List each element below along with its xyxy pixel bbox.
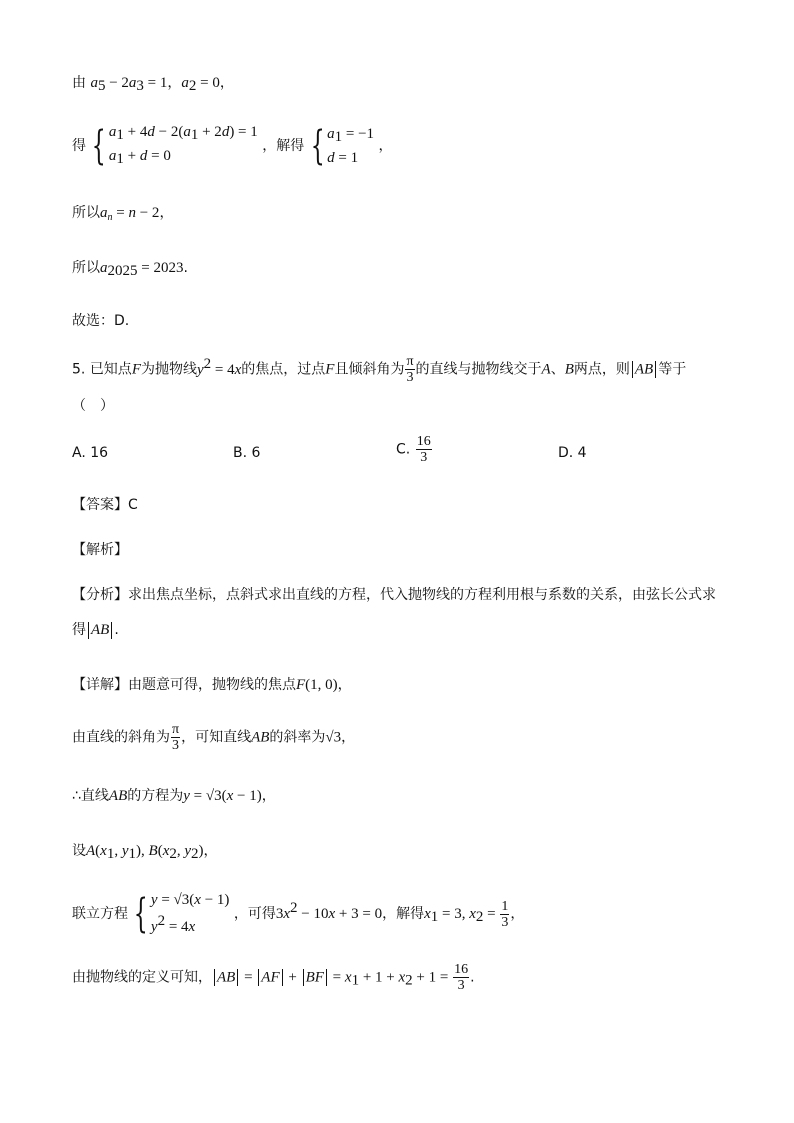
option-b: B. 6 (233, 445, 261, 461)
detail-line-5: 联立方程 { y = √3(x − 1) $y^2 = 4x$ ，可得$3x^2 - 10x + 3 = 0$，解得$x_1 = 3$, $x_2$ = $\frac{1}{3}$ ， (72, 891, 525, 937)
fraction: $\frac{\pi}{3}$ (172, 722, 180, 753)
answer-line (72, 494, 138, 514)
text: 由题意可得，抛物线的焦点 (128, 677, 296, 693)
detail-line-2: 由直线的斜角为 $\frac{\pi}{3}$ ，可知直线AB的斜率为√3， (72, 722, 356, 753)
text: 由抛物线的定义可知， (72, 969, 212, 986)
analysis-label: 【解析】 (72, 542, 128, 558)
text: 所以 (72, 205, 100, 221)
detail-line-6: 由抛物线的定义可知， AB = AF + BF = $x_1 + 1 + x_2 + 1$ = $\frac{16}{3}$ . (72, 962, 475, 993)
line-a2025: 所以$a_{2025} = 2023$. (72, 260, 188, 279)
question-blank: （ ） (72, 398, 114, 414)
text: ，解得 (382, 906, 425, 922)
detail-line-4: 设$A(x_1$, $y_1$), $B(x_2$, $y_2$)， (72, 843, 218, 862)
analysis-summary-cont: 得 AB . (72, 622, 119, 638)
text: ，可知直线 (181, 729, 252, 746)
question-number: 5. (72, 361, 86, 378)
text: 所以 (72, 260, 100, 276)
answer-label: 【答案】 (72, 497, 128, 513)
equation: $a_{2025} = 2023$ (100, 260, 184, 279)
text: 的方程为 (127, 788, 184, 804)
text: ，解得 (262, 138, 305, 154)
text: 由 (72, 75, 86, 91)
line-general-term: 所以$a_n = n - 2$， (72, 205, 174, 223)
text: 得 (72, 138, 86, 154)
equation: $a_n = n - 2$ (100, 205, 160, 223)
conclusion: 故选：D. (72, 313, 130, 329)
line-system (72, 122, 393, 170)
detail-line-1: 【详解】由题意可得，抛物线的焦点F(1, 0)， (72, 677, 352, 693)
option-c (396, 434, 433, 465)
text: 的斜率为 (269, 729, 326, 746)
text: 设 (72, 843, 86, 859)
equation-system: { y = √3(x − 1) $y^2 = 4x$ (134, 891, 230, 937)
analysis-summary (72, 584, 716, 604)
text: ， (378, 138, 393, 154)
fraction: $\frac{16}{3}$ (454, 962, 469, 993)
fraction: $\frac{\pi}{3}$ (406, 354, 414, 385)
question-5: 5. 已知点F为抛物线$y^2 = 4x$的焦点，过点F且倾斜角为 $\frac{\pi}{3}$ 的直线与抛物线交于A、B两点，则 AB 等于 (72, 354, 687, 385)
answer-value: C (128, 497, 138, 513)
fraction: $\frac{16}{3}$ (416, 434, 431, 465)
text: 为抛物线 (140, 361, 197, 378)
text: 由直线的斜角为 (72, 729, 170, 746)
text: 等于 (658, 361, 687, 378)
equation: $a_5 - 2a_3 = 1$ (90, 75, 168, 94)
solution-system: { $a_1 = -1$ d = 1 (310, 123, 375, 169)
equation: $a_2 = 0$ (181, 75, 220, 94)
option-d: D. 4 (558, 445, 587, 461)
text: ，可得 (233, 906, 276, 922)
text: 的焦点，过点 (241, 361, 326, 378)
option-a: A. 16 (72, 445, 109, 461)
text: 已知点 (89, 361, 132, 378)
text: 联立方程 (72, 906, 128, 922)
text: 两点，则 (573, 361, 630, 378)
text: 的直线与抛物线交于 (415, 361, 542, 378)
text: 且倾斜角为 (334, 361, 405, 378)
detail-label: 【详解】 (72, 677, 128, 693)
text: ∴直线 (72, 788, 109, 804)
equation-system: { $a_1 + 4d - 2(a_1 + 2d) = 1$ $a_1 + d = 0$ (92, 123, 258, 169)
detail-line-3: ∴直线AB的方程为y = √3(x − 1)， (72, 788, 276, 804)
text: 得 (72, 622, 86, 638)
line-given-condition: 由 $a_5 - 2a_3 = 1$，$a_2 = 0$， (72, 75, 234, 94)
option-c-label: C. (396, 441, 411, 458)
fenxi-label: 【分析】 (72, 587, 128, 603)
fraction: $\frac{1}{3}$ (501, 898, 509, 930)
text: 求出焦点坐标，点斜式求出直线的方程，代入抛物线的方程利用根与系数的关系，由弦长公式求 (128, 587, 716, 603)
